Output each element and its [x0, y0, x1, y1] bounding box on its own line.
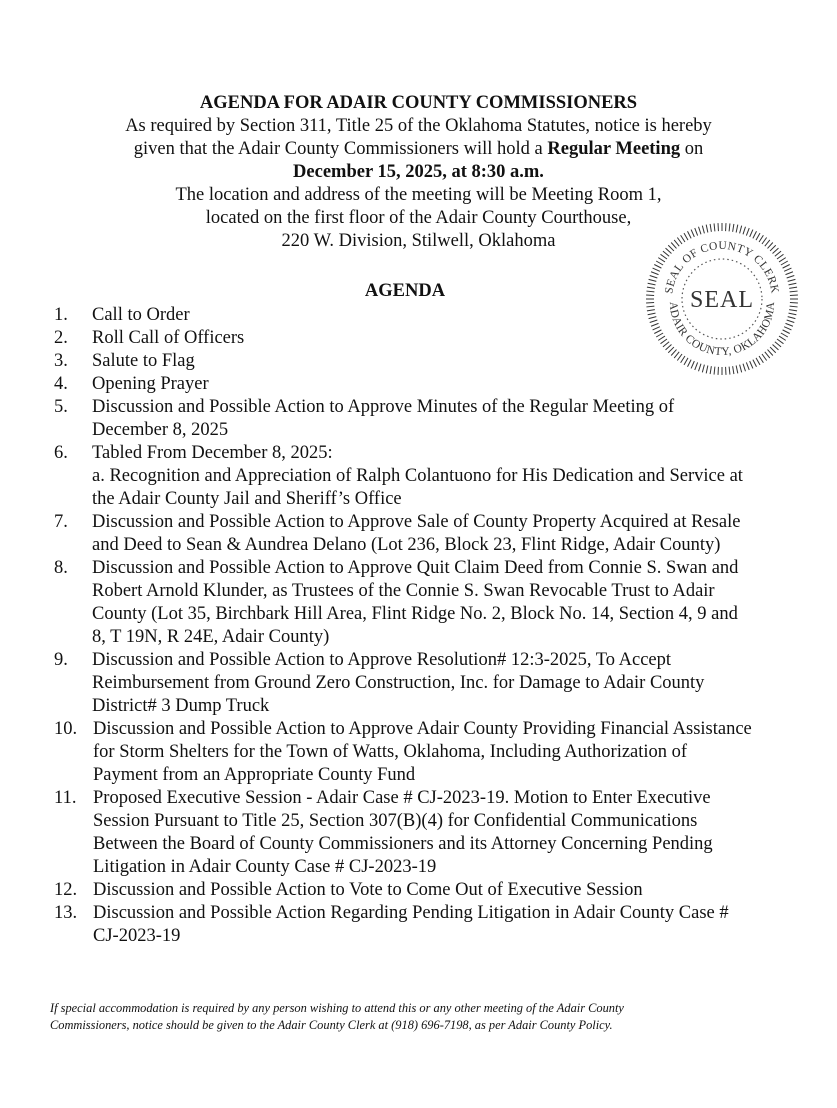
seal-tick — [663, 251, 669, 256]
seal-tick — [729, 223, 730, 231]
seal-tick — [750, 230, 753, 237]
seal-tick — [702, 226, 704, 234]
agenda-item-text: Salute to Flag — [92, 351, 195, 371]
seal-top-text: SEAL OF COUNTY CLERK — [663, 239, 781, 295]
seal-tick — [775, 251, 781, 256]
seal-tick — [768, 243, 773, 249]
seal-tick — [779, 258, 786, 262]
seal-tick — [773, 248, 779, 253]
seal-tick — [661, 254, 667, 259]
seal-tick — [759, 356, 763, 363]
agenda-item — [54, 373, 754, 396]
seal-tick — [765, 352, 770, 358]
seal-tick — [781, 261, 788, 265]
seal-tick — [653, 268, 660, 271]
seal-tick — [695, 228, 698, 235]
seal-tick — [650, 276, 658, 278]
seal-tick — [784, 268, 791, 271]
agenda-item — [54, 649, 754, 718]
seal-tick — [790, 306, 798, 307]
seal-tick — [746, 228, 749, 235]
seal-tick — [677, 238, 682, 244]
notice-line-2-pre: given that the Adair County Commissioners will hold a — [133, 139, 548, 159]
seal-tick — [743, 227, 745, 235]
location-line-3: 220 W. Division, Stilwell, Oklahoma — [281, 231, 556, 251]
seal-tick — [787, 276, 795, 278]
agenda-item-number: 11. — [54, 788, 77, 808]
agenda-item-number: 7. — [54, 512, 68, 532]
seal-tick — [656, 261, 663, 265]
agenda-item-number: 13. — [54, 903, 78, 923]
seal-tick — [651, 272, 658, 275]
seal-tick — [706, 225, 708, 233]
agenda-item — [54, 304, 754, 327]
meeting-date-text: December 15, 2025, at 8:30 a.m. — [293, 162, 544, 182]
seal-tick — [773, 345, 779, 350]
agenda-item-number: 6. — [54, 443, 68, 463]
agenda-item-text: Discussion and Possible Action to Approve Sale of County Property Acquired at Resale and Deed to Sean & Aundrea Delano (Lot 236, Block 23, Flint Ridge, Adair County) — [92, 512, 741, 555]
agenda-item-number: 12. — [54, 880, 78, 900]
seal-tick — [785, 272, 792, 275]
seal-tick — [671, 243, 676, 249]
agenda-item-text: Discussion and Possible Action to Approve Resolution# 12:3-2025, To Accept Reimbursement from Ground Zero Construction, Inc. for Damage to Adair County District# 3 Dump Truck — [92, 650, 705, 716]
agenda-item — [54, 511, 754, 557]
footer-line-1: If special accommodation is required by any person wishing to attend this or any other meeting of the Adair County — [50, 1001, 624, 1015]
seal-tick — [759, 235, 763, 242]
meeting-date — [0, 161, 837, 184]
agenda-item-text: Discussion and Possible Action to Vote to Come Out of Executive Session — [93, 880, 643, 900]
agenda-item-text: Tabled From December 8, 2025: — [92, 443, 333, 463]
agenda-list — [54, 304, 754, 948]
agenda-item-number: 9. — [54, 650, 68, 670]
seal-tick — [666, 248, 672, 253]
seal-tick — [668, 245, 674, 251]
seal-center-text: SEAL — [690, 287, 754, 313]
seal-tick — [699, 227, 701, 235]
agenda-item-number: 10. — [54, 719, 78, 739]
seal-tick — [762, 238, 767, 244]
seal-tick — [777, 339, 783, 344]
agenda-item-number: 5. — [54, 397, 68, 417]
seal-tick — [753, 231, 757, 238]
agenda-item — [54, 350, 754, 373]
seal-tick — [733, 224, 734, 232]
seal-tick — [788, 317, 796, 319]
seal-tick — [779, 336, 786, 340]
seal-tick — [674, 240, 679, 246]
agenda-item-number: 2. — [54, 328, 68, 348]
agenda-item — [54, 327, 754, 350]
seal-tick — [784, 327, 791, 330]
seal-tick — [783, 265, 790, 269]
seal-tick — [756, 233, 760, 240]
seal-tick — [762, 354, 767, 360]
agenda-item — [54, 557, 754, 649]
agenda-item-text: Opening Prayer — [92, 374, 209, 394]
seal-bottom-text: ADAIR COUNTY, OKLAHOMA — [666, 301, 778, 359]
seal-tick — [684, 233, 688, 240]
footer-line-2: Commissioners, notice should be given to the Adair County Clerk at (918) 696-7198, as per Adair County Policy. — [50, 1018, 613, 1032]
seal-tick — [787, 320, 795, 322]
meeting-type: Regular Meeting — [547, 139, 681, 159]
seal-tick — [691, 230, 694, 237]
notice-line-2-post: on — [680, 139, 704, 159]
agenda-item — [54, 442, 754, 511]
seal-tick — [740, 226, 742, 234]
agenda-heading: AGENDA — [364, 281, 446, 301]
seal-tick — [688, 231, 692, 238]
seal-tick — [681, 235, 685, 242]
seal-tick — [785, 323, 792, 326]
seal-tick — [756, 358, 760, 365]
notice-line-2 — [0, 138, 837, 161]
agenda-item-body — [92, 442, 754, 511]
seal-tick — [775, 342, 781, 347]
agenda-sub-item-text: a. Recognition and Appreciation of Ralph Colantuono for His Dedication and Service at the Adair County Jail and Sheriff’s Office — [92, 466, 743, 509]
location-line-2: located on the first floor of the Adair County Courthouse, — [205, 208, 632, 228]
seal-tick — [777, 254, 783, 259]
seal-tick — [770, 245, 776, 251]
agenda-item — [54, 396, 754, 442]
agenda-item-text: Discussion and Possible Action to Approve Quit Claim Deed from Connie S. Swan and Robert Arnold Klunder, as Trustees of the Connie S. Swan Revocable Trust to Adair County (Lot 35, Birchbark Hill Area, Flint Ridge No. 2, Block No. 14, Section 4, 9 and 8, T 19N, R 24E, Adair County) — [92, 558, 739, 647]
agenda-item — [54, 787, 754, 879]
notice-line-1: As required by Section 311, Title 25 of the Oklahoma Statutes, notice is hereby — [125, 116, 712, 136]
seal-tick — [765, 240, 770, 246]
agenda-item-text: Discussion and Possible Action Regarding Pending Litigation in Adair County Case # CJ-2023-19 — [93, 903, 729, 946]
seal-tick — [789, 313, 797, 315]
document-title: AGENDA FOR ADAIR COUNTY COMMISSIONERS — [199, 93, 638, 113]
agenda-item-text: Discussion and Possible Action to Approve Minutes of the Regular Meeting of December 8, 2025 — [92, 397, 675, 440]
seal-tick — [658, 258, 665, 262]
seal-tick — [781, 333, 788, 337]
seal-tick — [783, 330, 790, 334]
location-line-1: The location and address of the meeting will be Meeting Room 1, — [175, 185, 662, 205]
agenda-item-number: 3. — [54, 351, 68, 371]
agenda-item — [54, 902, 754, 948]
agenda-item-text: Discussion and Possible Action to Approve Adair County Providing Financial Assistance for Storm Shelters for the Town of Watts, Oklahoma, Including Authorization of Payment from an Appropriate County Fund — [93, 719, 752, 785]
seal-tick — [654, 265, 661, 269]
seal-tick — [789, 310, 797, 311]
seal-tick — [714, 223, 715, 231]
agenda-item-text: Proposed Executive Session - Adair Case # CJ-2023-19. Motion to Enter Executive Session Pursuant to Title 25, Section 307(B)(4) for Confidential Communications Between the Board of County Commissioners and its Attorney Concerning Pending Litigation in Adair County Case # CJ-2023-19 — [93, 788, 713, 877]
seal-tick — [736, 225, 738, 233]
agenda-item-text: Roll Call of Officers — [92, 328, 245, 348]
accommodation-notice — [50, 1000, 790, 1034]
agenda-item-text: Call to Order — [92, 305, 190, 325]
agenda-item-number: 4. — [54, 374, 68, 394]
seal-tick — [710, 224, 711, 232]
agenda-item — [54, 718, 754, 787]
seal-tick — [768, 350, 773, 356]
seal-tick — [770, 347, 776, 353]
agenda-item-number: 8. — [54, 558, 68, 578]
agenda-item-number: 1. — [54, 305, 68, 325]
agenda-item — [54, 879, 754, 902]
